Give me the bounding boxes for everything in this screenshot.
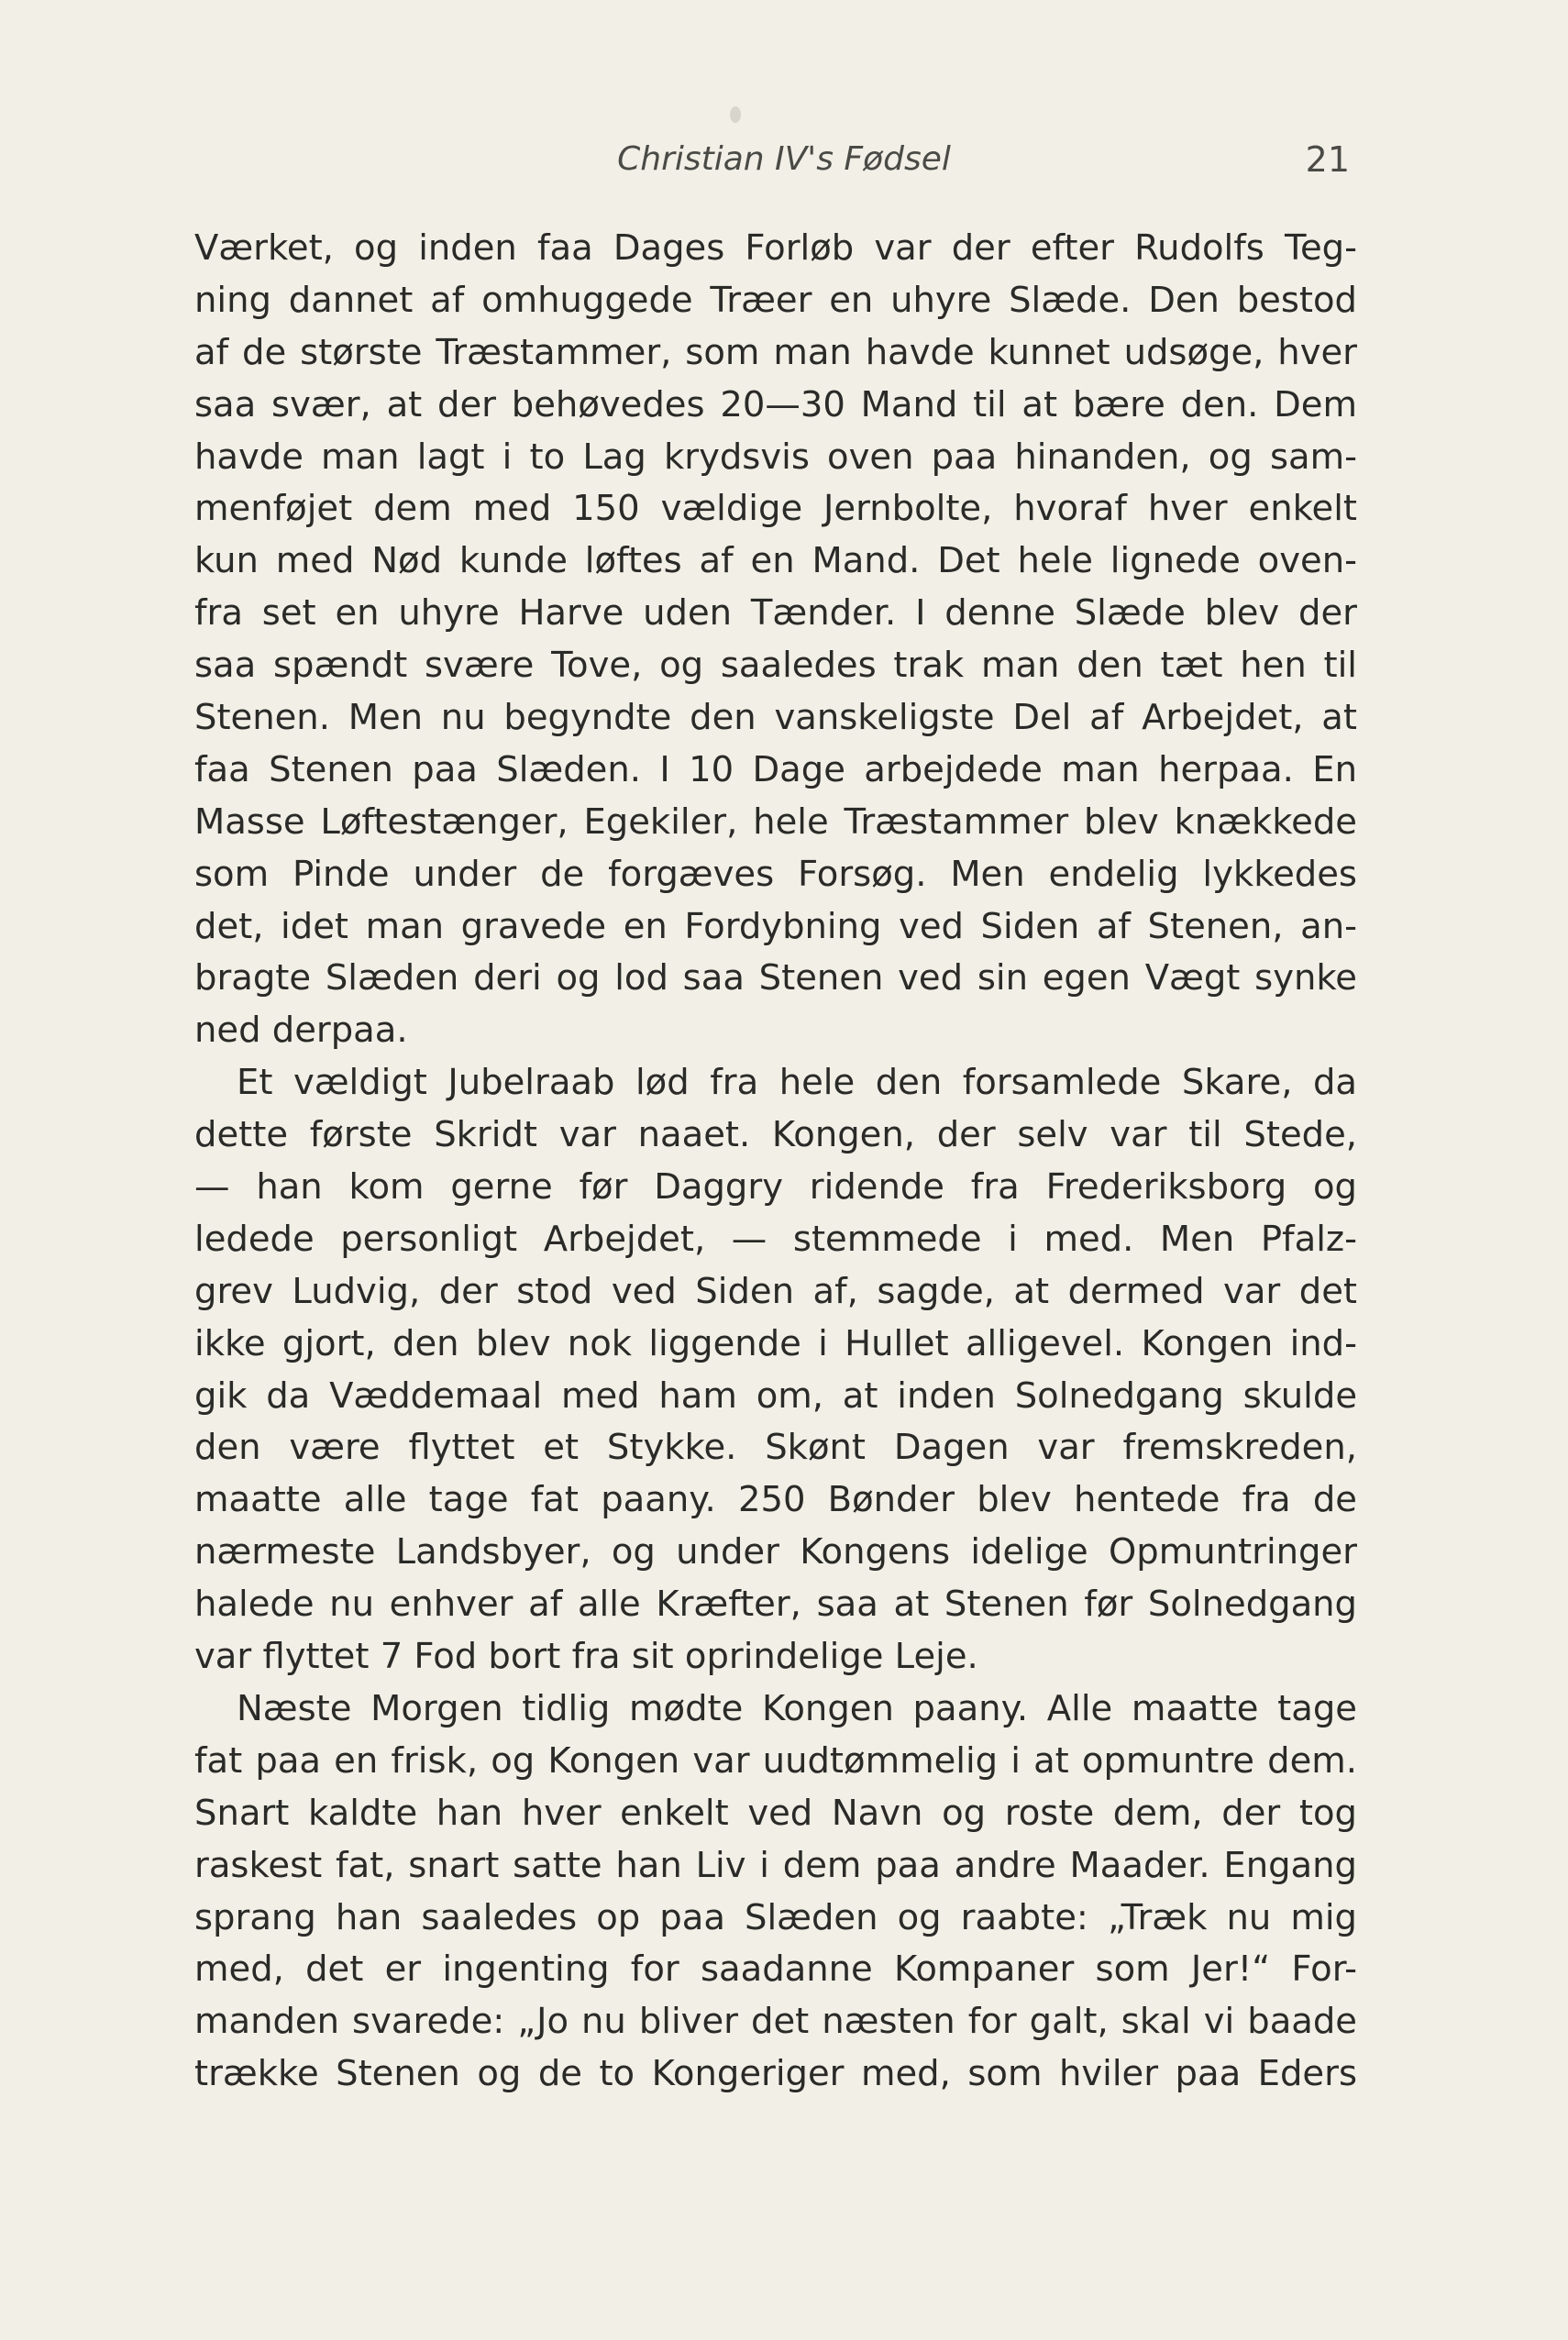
text-line: havde man lagt i to Lag krydsvis oven paa hinanden, og sam- <box>194 436 1357 478</box>
text-line: raskest fat, snart satte han Liv i dem paa andre Maader. Engang <box>194 1844 1357 1886</box>
text-line: bragte Slæden deri og lod saa Stenen ved sin egen Vægt synke <box>194 957 1357 999</box>
text-line: kun med Nød kunde løftes af en Mand. Det hele lignede oven- <box>194 540 1357 582</box>
text-line: Værket, og inden faa Dages Forløb var der efter Rudolfs Teg- <box>194 227 1357 269</box>
text-line: med, det er ingenting for saadanne Kompaner som Jer!“ For- <box>194 1948 1357 1991</box>
text-line: manden svarede: „Jo nu bliver det næsten for galt, skal vi baade <box>194 2001 1357 2043</box>
text-line: af de største Træstammer, som man havde kunnet udsøge, hver <box>194 331 1357 373</box>
page-number: 21 <box>1305 139 1350 180</box>
text-line: — han kom gerne før Daggry ridende fra Frederiksborg og <box>194 1166 1357 1209</box>
text-line: den være flyttet et Stykke. Skønt Dagen var fremskreden, <box>194 1427 1357 1469</box>
text-line: var flyttet 7 Fod bort fra sit oprindelige Leje. <box>194 1636 978 1678</box>
text-line: ned derpaa. <box>194 1010 408 1052</box>
text-line: det, idet man gravede en Fordybning ved Siden af Stenen, an- <box>194 905 1357 947</box>
text-line: ning dannet af omhuggede Træer en uhyre Slæde. Den bestod <box>194 279 1357 321</box>
text-line: som Pinde under de forgæves Forsøg. Men endelig lykkedes <box>194 853 1357 895</box>
text-line: Masse Løftestænger, Egekiler, hele Træstammer blev knækkede <box>194 800 1357 843</box>
running-title: Christian IV's Fødsel <box>617 140 951 178</box>
text-line: gik da Væddemaal med ham om, at inden Solnedgang skulde <box>194 1374 1357 1417</box>
text-line: dette første Skridt var naaet. Kongen, der selv var til Stede, <box>194 1114 1357 1156</box>
paper-speck <box>730 106 741 123</box>
text-line: ledede personligt Arbejdet, — stemmede i med. Men Pfalz- <box>194 1218 1357 1260</box>
text-line: Et vældigt Jubelraab lød fra hele den forsamlede Skare, da <box>237 1062 1357 1104</box>
text-line: menføjet dem med 150 vældige Jernbolte, hvoraf hver enkelt <box>194 488 1357 530</box>
text-line: trække Stenen og de to Kongeriger med, som hviler paa Eders <box>194 2053 1357 2095</box>
running-header <box>0 138 1568 193</box>
text-line: nærmeste Landsbyer, og under Kongens idelige Opmuntringer <box>194 1531 1357 1573</box>
text-line: fra set en uhyre Harve uden Tænder. I denne Slæde blev der <box>194 592 1357 635</box>
text-line: Snart kaldte han hver enkelt ved Navn og roste dem, der tog <box>194 1792 1357 1834</box>
text-line: sprang han saaledes op paa Slæden og raabte: „Træk nu mig <box>194 1896 1357 1938</box>
text-line: Næste Morgen tidlig mødte Kongen paany. Alle maatte tage <box>237 1687 1357 1729</box>
text-line: maatte alle tage fat paany. 250 Bønder blev hentede fra de <box>194 1479 1357 1521</box>
text-line: faa Stenen paa Slæden. I 10 Dage arbejdede man herpaa. En <box>194 748 1357 790</box>
text-line: halede nu enhver af alle Kræfter, saa at Stenen før Solnedgang <box>194 1584 1357 1626</box>
text-line: grev Ludvig, der stod ved Siden af, sagde, at dermed var det <box>194 1270 1357 1312</box>
text-line: saa spændt svære Tove, og saaledes trak man den tæt hen til <box>194 645 1357 687</box>
text-line: ikke gjort, den blev nok liggende i Hullet alligevel. Kongen ind- <box>194 1322 1357 1364</box>
body-text <box>194 223 1357 2101</box>
text-line: Stenen. Men nu begyndte den vanskeligste Del af Arbejdet, at <box>194 697 1357 739</box>
text-line: fat paa en frisk, og Kongen var uudtømmelig i at opmuntre dem. <box>194 1739 1357 1782</box>
text-line: saa svær, at der behøvedes 20—30 Mand til at bære den. Dem <box>194 383 1357 425</box>
